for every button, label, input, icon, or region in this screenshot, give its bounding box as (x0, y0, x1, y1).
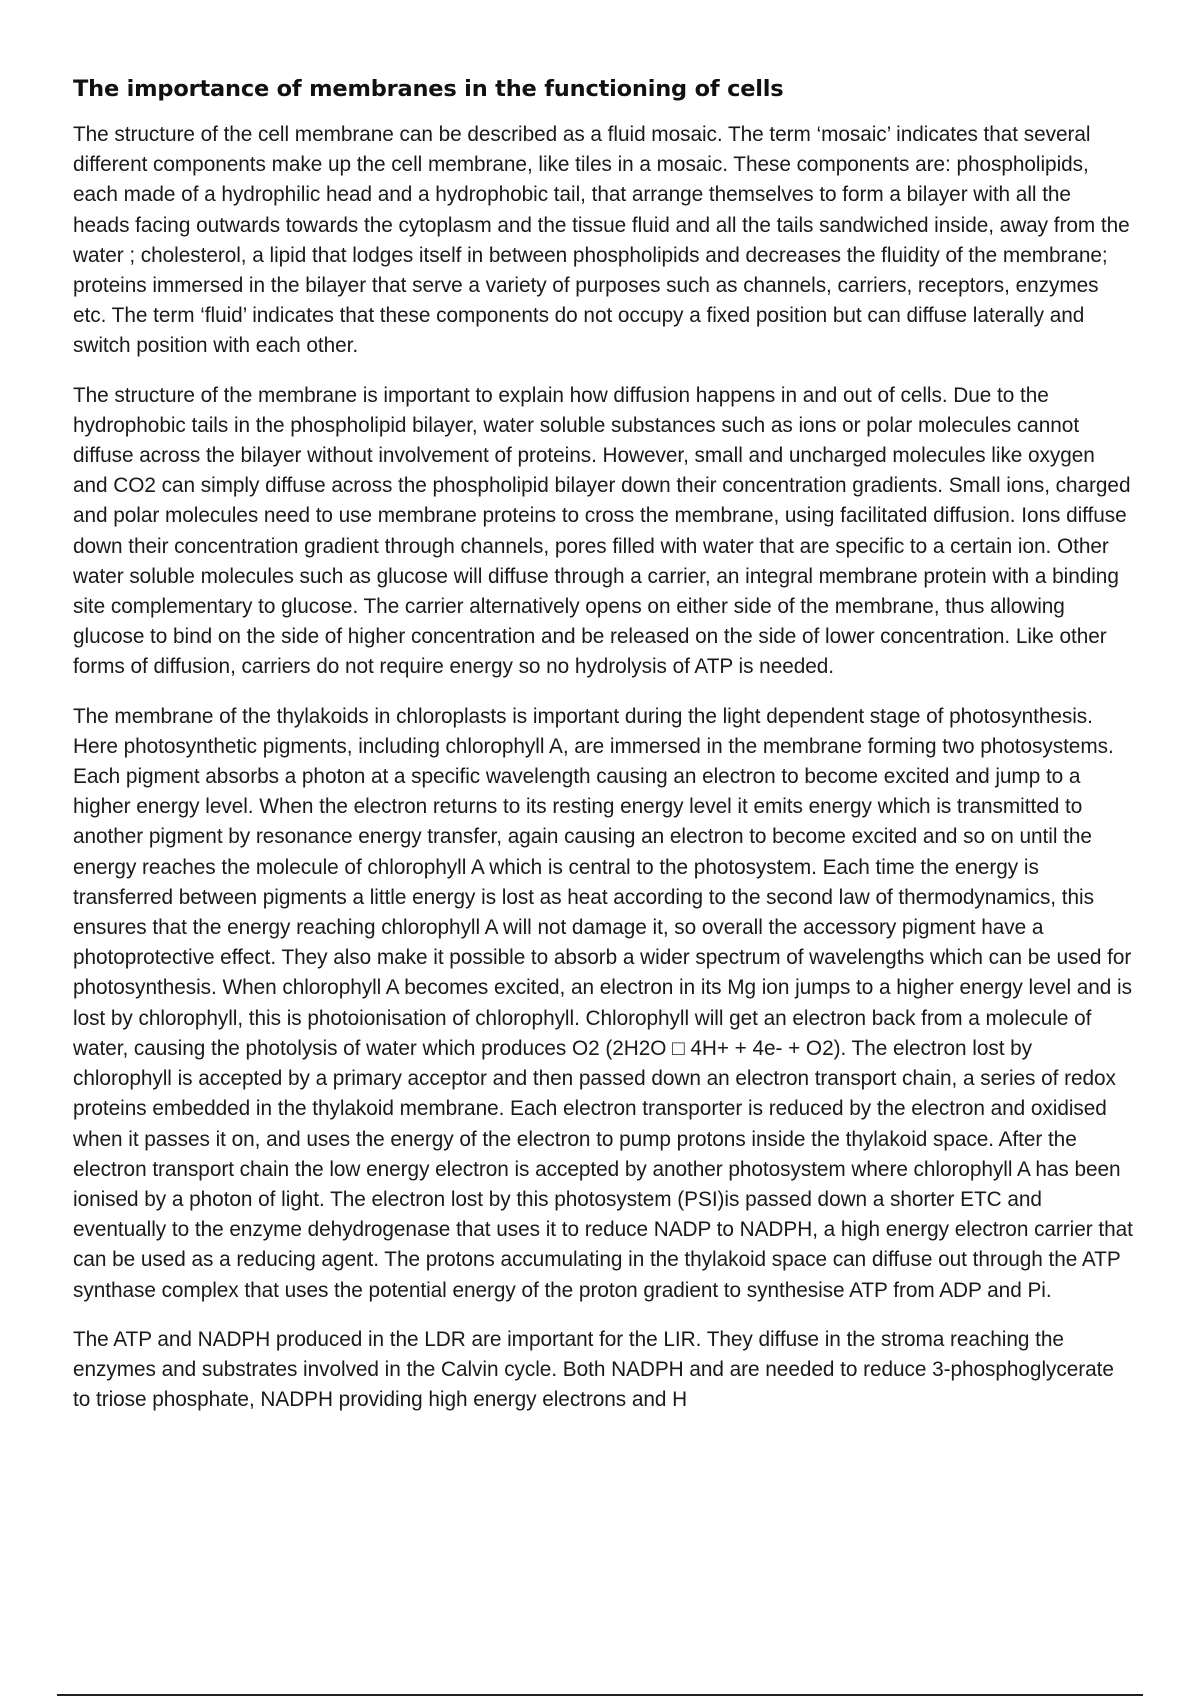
document-title: The importance of membranes in the functioning of cells (73, 76, 784, 102)
footer-divider (57, 1694, 1143, 1696)
paragraph-diffusion: The structure of the membrane is important to explain how diffusion happens in and out of cells. Due to the hydrophobic tails in the phospholipid bilayer, water soluble substances such as ions or polar molecules cannot diffuse across the bilayer without involvement of proteins. However, small and uncharged molecules like oxygen and CO2 can simply diffuse across the phospholipid bilayer down their concentration gradients. Small ions, charged and polar molecules need to use membrane proteins to cross the membrane, using facilitated diffusion. Ions diffuse down their concentration gradient through channels, pores filled with water that are specific to a certain ion. Other water soluble molecules such as glucose will diffuse through a carrier, an integral membrane protein with a binding site complementary to glucose. The carrier alternatively opens on either side of the membrane, thus allowing glucose to bind on the side of higher concentration and be released on the side of lower concentration. Like other forms of diffusion, carriers do not require energy so no hydrolysis of ATP is needed. (73, 383, 1131, 679)
paragraph-thylakoid: The membrane of the thylakoids in chloroplasts is important during the light dependent stage of photosynthesis. Here photosynthetic pigments, including chlorophyll A, are immersed in the membrane forming two photosystems. Each pigment absorbs a photon at a specific wavelength causing an electron to become excited and jump to a higher energy level. When the electron returns to its resting energy level it emits energy which is transmitted to another pigment by resonance energy transfer, again causing an electron to become excited and so on until the energy reaches the molecule of chlorophyll A which is central to the photosystem. Each time the energy is transferred between pigments a little energy is lost as heat according to the second law of thermodynamics, this ensures that the energy reaching chlorophyll A will not damage it, so overall the accessory pigment have a photoprotective effect. They also make it possible to absorb a wider spectrum of wavelengths which can be used for photosynthesis. When chlorophyll A becomes excited, an electron in its Mg ion jumps to a higher energy level and is lost by chlorophyll, this is photoionisation of chlorophyll. Chlorophyll will get an electron back from a molecule of water, causing the photolysis of water which produces O2 (2H2O □ 4H+ + 4e- + O2). The electron lost by chlorophyll is accepted by a primary acceptor and then passed down an electron transport chain, a series of redox proteins embedded in the thylakoid membrane. Each electron transporter is reduced by the electron and oxidised when it passes it on, and uses the energy of the electron to pump protons inside the thylakoid space. After the electron transport chain the low energy electron is accepted by another photosystem where chlorophyll A has been ionised by a photon of light. The electron lost by this photosystem (PSI)is passed down a shorter ETC and eventually to the enzyme dehydrogenase that uses it to reduce NADP to NADPH, a high energy electron carrier that can be used as a reducing agent. The protons accumulating in the thylakoid space can diffuse out through the ATP synthase complex that uses the potential energy of the proton gradient to synthesise ATP from ADP and Pi. (73, 704, 1133, 1302)
paragraph-atp-nadph: The ATP and NADPH produced in the LDR are important for the LIR. They diffuse in the stroma reaching the enzymes and substrates involved in the Calvin cycle. Both NADPH and are needed to reduce 3-phosphoglycerate to triose phosphate, NADPH providing high energy electrons and H (73, 1327, 1114, 1412)
document-page (73, 74, 1133, 1434)
paragraph-fluid-mosaic: The structure of the cell membrane can be described as a fluid mosaic. The term ‘mosaic’ indicates that several different components make up the cell membrane, like tiles in a mosaic. These components are: phospholipids, each made of a hydrophilic head and a hydrophobic tail, that arrange themselves to form a bilayer with all the heads facing outwards towards the cytoplasm and the tissue fluid and all the tails sandwiched inside, away from the water ; cholesterol, a lipid that lodges itself in between phospholipids and decreases the fluidity of the membrane; proteins immersed in the bilayer that serve a variety of purposes such as channels, carriers, receptors, enzymes etc. The term ‘fluid’ indicates that these components do not occupy a fixed position but can diffuse laterally and switch position with each other. (73, 123, 1130, 358)
